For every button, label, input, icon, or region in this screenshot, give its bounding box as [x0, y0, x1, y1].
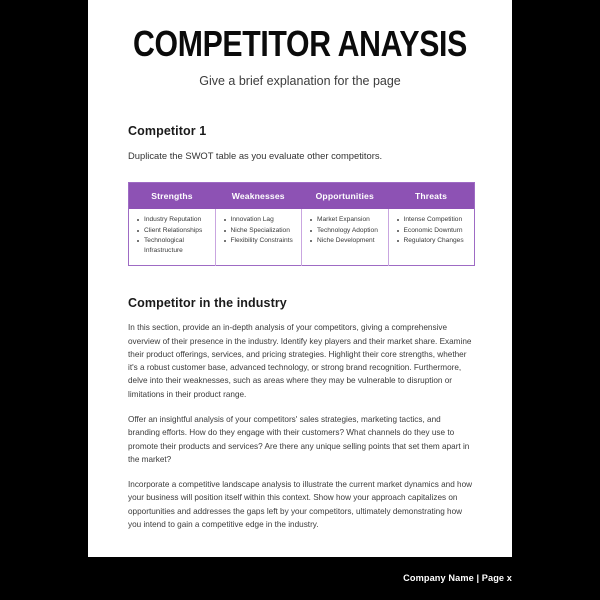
list-item: Flexibility Constraints	[231, 236, 297, 246]
list-item: Niche Development	[317, 236, 383, 246]
swot-list-threats	[393, 215, 470, 246]
page-title: COMPETITOR ANAYSIS	[133, 23, 467, 64]
document-content	[88, 88, 512, 531]
swot-header-opportunities: Opportunities	[302, 183, 389, 210]
swot-list-strengths	[133, 215, 210, 256]
list-item: Technological Infrastructure	[144, 236, 210, 256]
swot-table-body	[129, 209, 475, 265]
swot-header-threats: Threats	[388, 183, 475, 210]
list-item: Niche Specialization	[231, 226, 297, 236]
swot-header-weaknesses: Weaknesses	[215, 183, 302, 210]
list-item: Regulatory Changes	[404, 236, 470, 246]
page-subtitle: Give a brief explanation for the page	[199, 73, 401, 88]
table-row	[129, 209, 475, 265]
footer-bar	[0, 557, 600, 600]
list-item: Client Relationships	[144, 226, 210, 236]
list-item: Technology Adoption	[317, 226, 383, 236]
swot-cell-opportunities	[302, 209, 389, 265]
section-heading-competitor-1: Competitor 1	[128, 123, 207, 138]
section-heading-competitor-industry: Competitor in the industry	[128, 296, 287, 311]
body-paragraph-2: Offer an insightful analysis of your competitors' sales strategies, marketing tactics, and branding efforts. How do they engage with their customers? What channels do they use to promote their products and services? Are there any unique selling points that set them apart in the market?	[128, 414, 470, 464]
list-item: Industry Reputation	[144, 215, 210, 225]
swot-list-opportunities	[306, 215, 383, 246]
body-paragraph-1: In this section, provide an in-depth analysis of your competitors, giving a comprehensive overview of their presence in the industry. Identify key players and their market share. Examine their product offerings, services, and pricing strategies. Highlight their core strengths, whether it's a robust customer base, advanced technology, or strong brand recognition. Furthermore, delve into their weaknesses, such as areas where they may be vulnerable to disruption or limitations in their product range.	[128, 323, 472, 399]
swot-table	[128, 182, 475, 266]
swot-header-row	[129, 183, 475, 210]
swot-table-head	[129, 183, 475, 210]
footer-company-page-label: Company Name | Page x	[403, 573, 512, 583]
list-item: Economic Downturn	[404, 226, 470, 236]
list-item: Intense Competition	[404, 215, 470, 225]
swot-cell-strengths	[129, 209, 216, 265]
swot-cell-weaknesses	[215, 209, 302, 265]
swot-list-weaknesses	[220, 215, 297, 246]
list-item: Innovation Lag	[231, 215, 297, 225]
swot-cell-threats	[388, 209, 475, 265]
document-page	[88, 0, 512, 557]
list-item: Market Expansion	[317, 215, 383, 225]
swot-header-strengths: Strengths	[129, 183, 216, 210]
body-paragraph-3: Incorporate a competitive landscape analysis to illustrate the current market dynamics and how your business will position itself within this context. Show how your approach capitalizes on opportunities and addresses the gaps left by your competitors, ultimately demonstrating how you intend to gain a competitive edge in the industry.	[128, 480, 473, 529]
section-lead-competitor-1: Duplicate the SWOT table as you evaluate other competitors.	[128, 149, 383, 161]
